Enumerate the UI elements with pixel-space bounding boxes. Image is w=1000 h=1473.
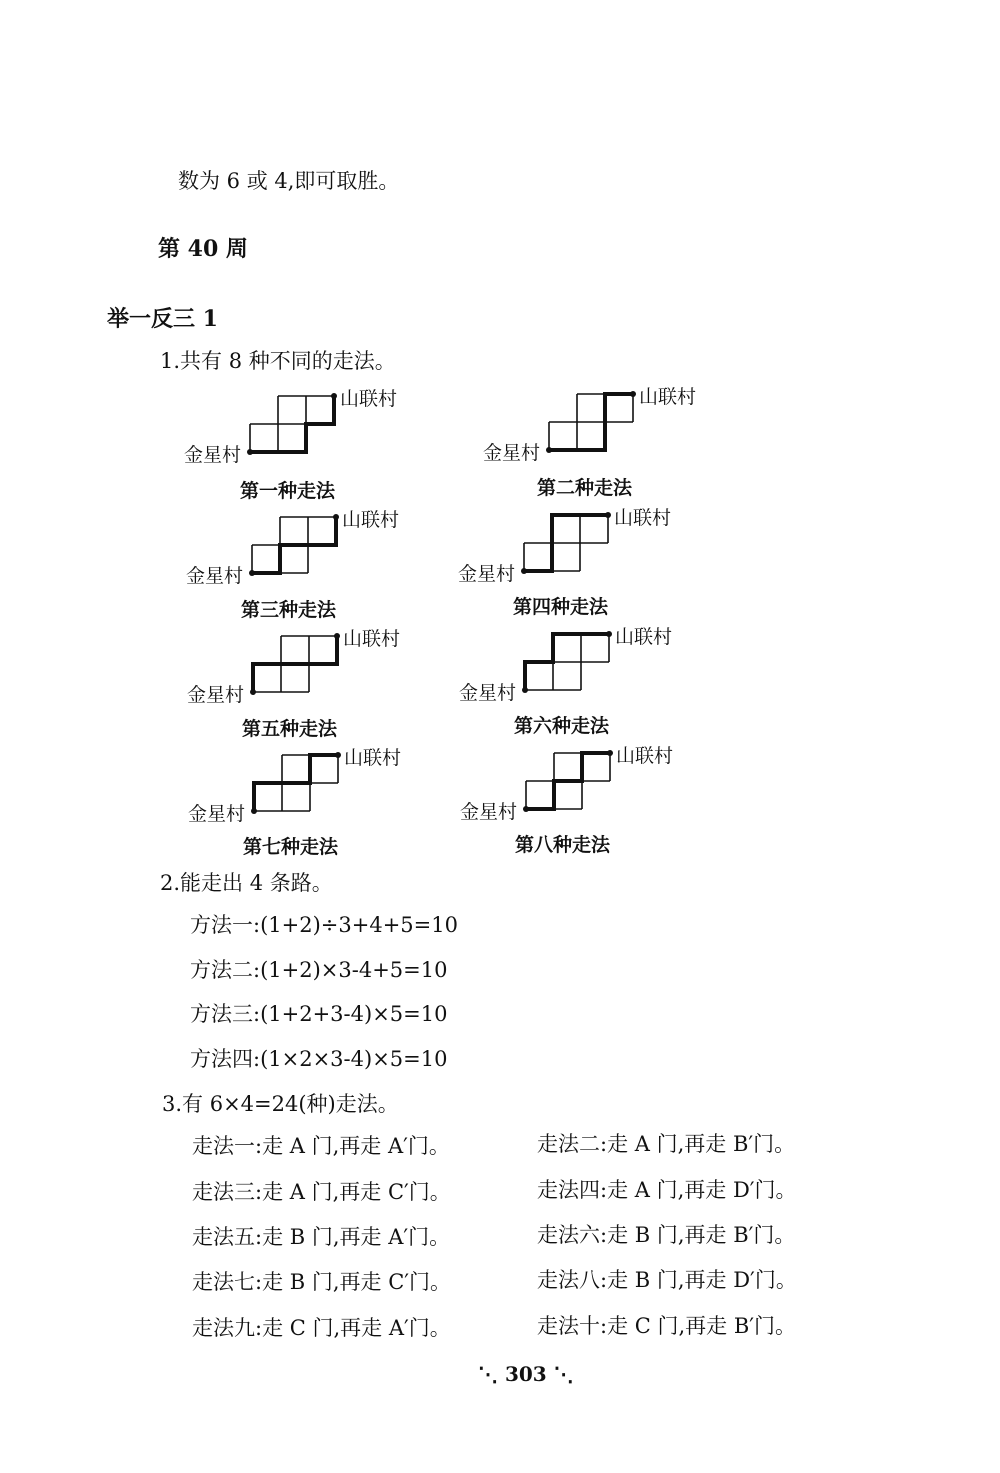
page-number-dots-left: ⋱ xyxy=(478,1362,505,1386)
end-village-label: 山联村 xyxy=(614,507,672,529)
previous-answer-line: 数为 6 或 4,即可取胜。 xyxy=(178,169,400,193)
staircase-grid xyxy=(245,391,339,457)
page-number xyxy=(478,1362,574,1386)
end-village-label: 山联村 xyxy=(616,745,674,767)
endpoint-dot xyxy=(607,750,613,756)
route-7: 走法七:走 B 门,再走 C′门。 xyxy=(192,1270,452,1294)
route-8: 走法八:走 B 门,再走 D′门。 xyxy=(537,1268,797,1292)
route-5: 走法五:走 B 门,再走 A′门。 xyxy=(192,1225,451,1249)
route-caption: 第三种走法 xyxy=(241,599,337,621)
end-village-label: 山联村 xyxy=(344,747,402,769)
question-3-text: 3.有 6×4=24(种)走法。 xyxy=(162,1092,399,1116)
route-2: 走法二:走 A 门,再走 B′门。 xyxy=(537,1132,796,1156)
staircase-grid xyxy=(544,389,638,455)
endpoint-dot xyxy=(606,631,612,637)
staircase-grid xyxy=(248,631,342,697)
start-village-label: 金星村 xyxy=(458,563,516,585)
page-number-value: 303 xyxy=(504,1362,547,1386)
method-1: 方法一:(1+2)÷3+4+5=10 xyxy=(190,913,458,937)
route-3: 走法三:走 A 门,再走 C′门。 xyxy=(192,1180,451,1204)
staircase-grid xyxy=(519,510,613,576)
start-village-label: 金星村 xyxy=(186,565,244,587)
end-village-label: 山联村 xyxy=(343,628,401,650)
route-1: 走法一:走 A 门,再走 A′门。 xyxy=(192,1134,450,1158)
start-village-label: 金星村 xyxy=(188,803,246,825)
endpoint-dot xyxy=(630,391,636,397)
staircase-grid xyxy=(247,512,341,578)
end-village-label: 山联村 xyxy=(639,386,697,408)
end-village-label: 山联村 xyxy=(615,626,673,648)
endpoint-dot xyxy=(247,449,253,455)
route-caption: 第五种走法 xyxy=(242,718,338,740)
endpoint-dot xyxy=(546,447,552,453)
endpoint-dot xyxy=(249,570,255,576)
page-number-dots-right: ⋱ xyxy=(546,1362,574,1386)
start-village-label: 金星村 xyxy=(460,801,518,823)
route-6: 走法六:走 B 门,再走 B′门。 xyxy=(537,1223,796,1247)
endpoint-dot xyxy=(523,806,529,812)
staircase-grid xyxy=(521,748,615,814)
question-2-text: 2.能走出 4 条路。 xyxy=(160,871,333,895)
route-caption: 第四种走法 xyxy=(513,596,609,618)
start-village-label: 金星村 xyxy=(483,442,541,464)
method-4: 方法四:(1×2×3-4)×5=10 xyxy=(190,1047,448,1071)
endpoint-dot xyxy=(251,808,257,814)
endpoint-dot xyxy=(333,514,339,520)
start-village-label: 金星村 xyxy=(184,444,242,466)
endpoint-dot xyxy=(522,687,528,693)
route-9: 走法九:走 C 门,再走 A′门。 xyxy=(192,1316,451,1340)
endpoint-dot xyxy=(331,393,337,399)
end-village-label: 山联村 xyxy=(340,388,398,410)
endpoint-dot xyxy=(605,512,611,518)
endpoint-dot xyxy=(335,752,341,758)
route-10: 走法十:走 C 门,再走 B′门。 xyxy=(537,1314,797,1338)
route-caption: 第二种走法 xyxy=(537,477,633,499)
week-heading: 第 40 周 xyxy=(158,236,248,262)
staircase-grid xyxy=(520,629,614,695)
route-4: 走法四:走 A 门,再走 D′门。 xyxy=(537,1178,797,1202)
start-village-label: 金星村 xyxy=(187,684,245,706)
route-path xyxy=(253,636,337,692)
question-1-text: 1.共有 8 种不同的走法。 xyxy=(160,349,396,373)
route-caption: 第六种走法 xyxy=(514,715,610,737)
endpoint-dot xyxy=(334,633,340,639)
method-2: 方法二:(1+2)×3-4+5=10 xyxy=(190,958,448,982)
endpoint-dot xyxy=(521,568,527,574)
endpoint-dot xyxy=(250,689,256,695)
start-village-label: 金星村 xyxy=(459,682,517,704)
route-caption: 第七种走法 xyxy=(243,836,339,858)
staircase-grid xyxy=(249,750,343,816)
route-caption: 第一种走法 xyxy=(240,480,336,502)
section-title: 举一反三 1 xyxy=(107,306,218,332)
end-village-label: 山联村 xyxy=(342,509,400,531)
method-3: 方法三:(1+2+3-4)×5=10 xyxy=(190,1002,448,1026)
route-caption: 第八种走法 xyxy=(515,834,611,856)
